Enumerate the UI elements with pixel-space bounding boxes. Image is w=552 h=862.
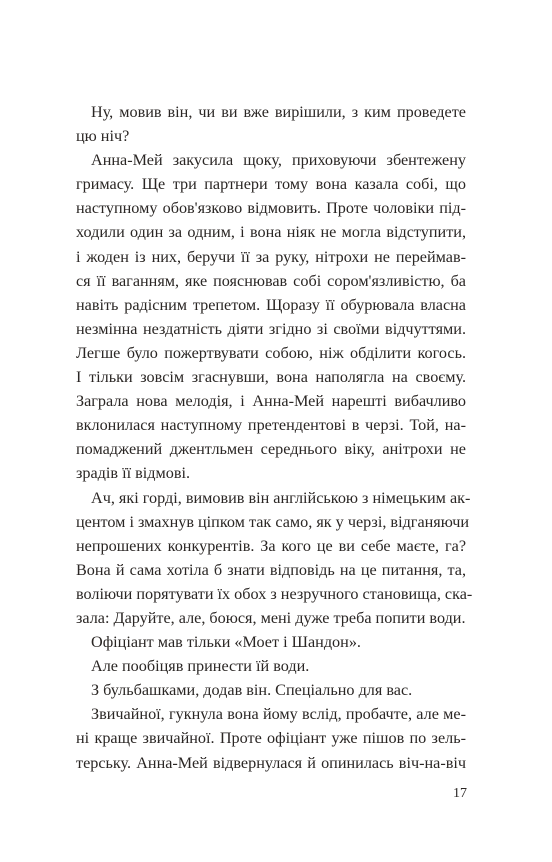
paragraph <box>76 678 466 702</box>
paragraph <box>76 148 466 485</box>
text-line: зрадів її відмові. <box>76 464 191 483</box>
text-line: і жоден із них, беручи її за руку, нітрохи не переймав- <box>76 247 466 266</box>
text-line: Ач, які горді, вимовив він англійською з німецьким ак- <box>91 488 471 507</box>
text-line: ні краще звичайної. Проте офіціант уже пішов по зель- <box>76 729 466 748</box>
text-line: вклонилася наступному претендентові в черзі. Той, на- <box>76 416 466 435</box>
text-line: Заграла нова мелодія, і Анна-Мей нарешті вибачливо <box>76 392 466 411</box>
text-line: Легше було пожертвувати собою, ніж обділити когось. <box>76 343 466 362</box>
text-line: незмінна нездатність діяти згідно зі своїми відчуттями. <box>76 319 466 338</box>
text-line: З бульбашками, додав він. Спеціально для вас. <box>91 681 413 700</box>
text-line: цю ніч? <box>76 127 130 146</box>
text-line: Офіціант мав тільки «Моет і Шандон». <box>91 633 361 652</box>
paragraph <box>76 486 473 631</box>
body-text <box>76 100 473 775</box>
text-line: центом і змахнув ціпком так само, як у черзі, відганяючи <box>76 512 470 531</box>
text-line: непрошених конкурентів. За кого це ви себе маєте, га? <box>76 536 466 555</box>
text-line: Звичайної, гукнула вона йому вслід, пробачте, але ме- <box>91 705 466 724</box>
text-line: терську. Анна-Мей відвернулася й опинилась віч-на-віч <box>76 753 466 772</box>
paragraph <box>76 630 466 654</box>
text-line: помаджений джентльмен середнього віку, анітрохи не <box>76 440 466 459</box>
paragraph <box>76 654 466 678</box>
text-line: Вона й сама хотіла б знати відповідь на це питання, та, <box>76 560 466 579</box>
text-line: ся її ваганням, яке пояснював собі сором'язливістю, ба <box>76 271 466 290</box>
text-line: навіть радісним трепетом. Щоразу її обурювала власна <box>76 295 466 314</box>
text-line: ходили один за одним, і вона ніяк не могла відступити, <box>76 223 466 242</box>
page-number: 17 <box>453 786 467 801</box>
text-line: наступному обов'язково відмовить. Проте чоловіки під- <box>76 199 466 218</box>
text-line: Ну, мовив він, чи ви вже вирішили, з ким проведете <box>91 103 466 121</box>
paragraph <box>76 702 466 774</box>
text-line: І тільки зовсім згаснувши, вона наполягла на своєму. <box>76 368 466 387</box>
text-line: Але пообіцяв принести їй води. <box>91 657 310 676</box>
text-line: зала: Даруйте, але, боюся, мені дуже треба попити води. <box>76 608 466 627</box>
text-line: воліючи порятувати їх обох з незручного становища, ска- <box>76 584 473 603</box>
text-line: гримасу. Ще три партнери тому вона казала собі, що <box>76 175 466 194</box>
text-line: Анна-Мей закусила щоку, приховуючи збентежену <box>91 151 466 170</box>
paragraph <box>76 100 466 148</box>
